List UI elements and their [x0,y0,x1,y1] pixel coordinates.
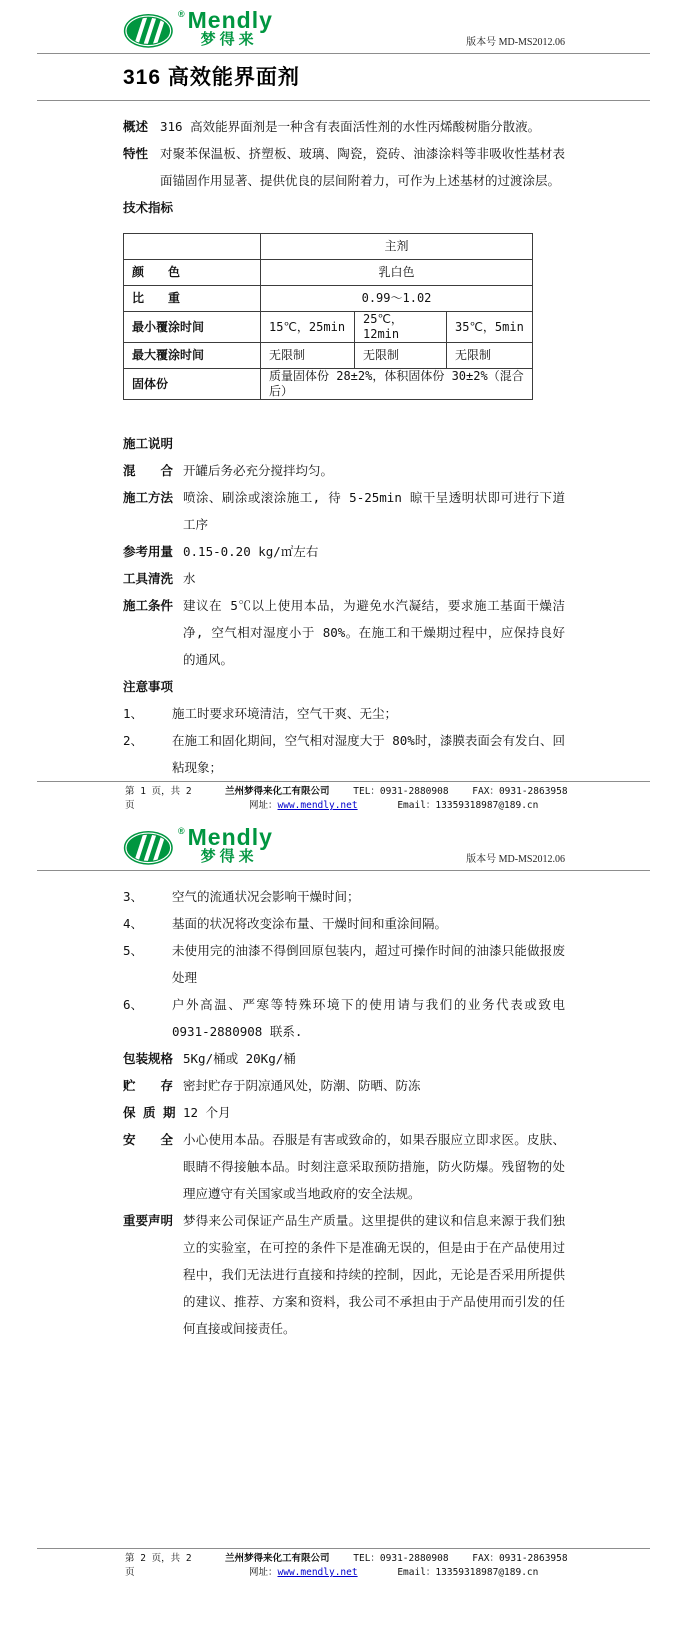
note-item-5 [123,937,565,991]
footer-company-block [197,1552,650,1580]
min-recoat-15c: 15℃，25min [261,312,355,343]
feature-text: 对聚苯保温板、挤塑板、玻璃、陶瓷，瓷砖、油漆涂料等非吸收性基材表面锚固作用显著、提供优良的层间附着力，可作为上述基材的过渡涂层。 [160,146,565,188]
note-text: 在施工和固化期间，空气相对湿度大于 80%时，漆膜表面会有发白、回粘现象； [172,733,565,775]
table-corner-cell [124,234,261,260]
page-2 [0,790,687,1638]
page2-header [0,790,687,870]
row-gravity-value: 0.99～1.02 [261,286,533,312]
spec-text: 0.15-0.20 kg/㎡左右 [183,544,319,559]
spec-label: 参考用量 [123,544,174,559]
spec-text: 建议在 5℃以上使用本品，为避免水汽凝结，要求施工基面干燥洁净, 空气相对湿度小于 80%。在施工和干燥期过程中，应保持良好的通风。 [183,598,565,667]
feature-section [123,140,565,194]
brand-name-cn: 梦得来 [200,848,258,865]
table-row [124,343,533,369]
table-row [124,234,533,260]
spec-text: 梦得来公司保证产品生产质量。这里提供的建议和信息来源于我们独立的实验室，在可控的条件下是准确无误的，但是由于在产品使用过程中，我们无法进行直接和持续的控制，因此，无论是否采用所提供的建议、推荐、方案和资料，我公司不承担由于产品使用而引发的任何直接或间接责任。 [183,1213,565,1336]
footer-fax: FAX：0931-2863958 [472,786,568,797]
version-label: 版本号 MD-MS2012.06 [466,37,565,48]
spec-text: 喷涂、刷涂或滚涂施工, 待 5-25min 晾干呈透明状即可进行下道工序 [183,490,565,532]
spec-item-cleaning [123,565,565,592]
table-row [124,312,533,343]
spec-label: 安 全 [123,1132,174,1147]
spec-item-disclaimer [123,1207,565,1342]
spec-label: 贮 存 [123,1078,174,1093]
registered-trademark: ® [178,826,185,836]
max-recoat-2: 无限制 [355,343,447,369]
note-text: 基面的状况将改变涂布量、干燥时间和重涂间隔。 [172,916,448,931]
row-max-recoat-label: 最大覆涂时间 [124,343,261,369]
row-solids-value: 质量固体份 28±2%，体积固体份 30±2%（混合后） [261,369,533,400]
table-row [124,286,533,312]
spec-text: 水 [183,571,196,586]
table-row [124,260,533,286]
page1-header [0,0,687,53]
page-number: 第 2 页，共 2 页 [125,1553,192,1578]
spec-text: 小心使用本品。吞服是有害或致命的，如果吞服应立即求医。皮肤、眼睛不得接触本品。时刻注意采取预防措施，防火防爆。残留物的处理应遵守有关国家或当地政府的安全法规。 [183,1132,565,1201]
note-number: 6、 [123,997,144,1012]
product-title: 316 高效能界面剂 [37,58,650,101]
note-item-4 [123,910,565,937]
overview-section [123,113,565,140]
footer-fax: FAX：0931-2863958 [472,1553,568,1564]
brand-logo [123,824,273,867]
note-number: 1、 [123,706,144,721]
page1-content [0,101,687,781]
spec-text: 开罐后务必充分搅拌均匀。 [183,463,334,478]
spec-label: 包装规格 [123,1051,174,1066]
footer-email: Email：13359318987@189.cn [397,800,539,811]
spec-text: 5Kg/桶或 20Kg/桶 [183,1051,296,1066]
brand-name-en: Mendly [187,824,273,850]
row-color-value: 乳白色 [261,260,533,286]
spec-item-usage [123,538,565,565]
spec-item-packaging [123,1045,565,1072]
note-number: 5、 [123,943,144,958]
note-number: 3、 [123,889,144,904]
website-link[interactable]: www.mendly.net [277,800,358,811]
page2-content [0,871,687,1342]
spec-item-conditions [123,592,565,673]
overview-text: 316 高效能界面剂是一种含有表面活性剂的水性丙烯酸树脂分散液。 [160,119,541,134]
spec-text: 密封贮存于阴凉通风处，防潮、防晒、防冻 [183,1078,421,1093]
spec-label: 施工条件 [123,598,174,613]
row-gravity-label: 比 重 [124,286,261,312]
table-header-main: 主剂 [261,234,533,260]
spec-text: 12 个月 [183,1105,231,1120]
spec-item-safety [123,1126,565,1207]
note-text: 户外高温、严寒等特殊环境下的使用请与我们的业务代表或致电 0931-2880908 联系. [172,997,565,1039]
mendly-logo-icon [123,827,177,867]
brand-name-cn: 梦得来 [200,31,258,48]
website-label: 网址： [249,800,278,811]
min-recoat-25c: 25℃，12min [355,312,447,343]
row-color-label: 颜 色 [124,260,261,286]
company-name: 兰州梦得来化工有限公司 [225,1553,330,1564]
spec-label: 工具清洗 [123,571,174,586]
version-label: 版本号 MD-MS2012.06 [466,854,565,865]
brand-logo [123,7,273,50]
spec-label: 保 质 期 [123,1105,176,1120]
page-number: 第 1 页，共 2 页 [125,786,192,811]
max-recoat-1: 无限制 [261,343,355,369]
page-1 [0,0,687,811]
note-item-2 [123,727,565,781]
footer-tel: TEL：0931-2880908 [353,786,449,797]
footer-tel: TEL：0931-2880908 [353,1553,449,1564]
note-text: 施工时要求环境清洁，空气干爽、无尘； [172,706,398,721]
feature-label: 特性 [123,146,149,161]
tech-spec-heading: 技术指标 [123,200,174,215]
min-recoat-35c: 35℃，5min [447,312,533,343]
note-text: 空气的流通状况会影响干燥时间； [172,889,360,904]
construction-heading: 施工说明 [123,436,174,451]
website-label: 网址： [249,1567,278,1578]
footer-email: Email：13359318987@189.cn [397,1567,539,1578]
spec-label: 混 合 [123,463,174,478]
website-link[interactable]: www.mendly.net [277,1567,358,1578]
note-item-6 [123,991,565,1045]
max-recoat-3: 无限制 [447,343,533,369]
overview-label: 概述 [123,119,149,134]
row-solids-label: 固体份 [124,369,261,400]
footer-website [249,1567,358,1578]
note-number: 4、 [123,916,144,931]
spec-item-mixing [123,457,565,484]
brand-wordmark [187,824,273,865]
notes-heading: 注意事项 [123,679,174,694]
note-item-3 [123,883,565,910]
spec-label: 施工方法 [123,490,174,505]
table-row [124,369,533,400]
spec-item-shelf-life [123,1099,565,1126]
spec-item-storage [123,1072,565,1099]
brand-wordmark [187,7,273,48]
note-item-1 [123,700,565,727]
page2-footer [37,1548,650,1580]
note-text: 未使用完的油漆不得倒回原包装内，超过可操作时间的油漆只能做报废处理 [172,943,565,985]
registered-trademark: ® [178,9,185,19]
header-divider [37,53,650,54]
company-name: 兰州梦得来化工有限公司 [225,786,330,797]
spec-item-method [123,484,565,538]
tech-spec-table [123,233,533,400]
brand-name-en: Mendly [187,7,273,33]
spec-label: 重要声明 [123,1213,174,1228]
row-min-recoat-label: 最小覆涂时间 [124,312,261,343]
note-number: 2、 [123,733,144,748]
mendly-logo-icon [123,10,177,50]
